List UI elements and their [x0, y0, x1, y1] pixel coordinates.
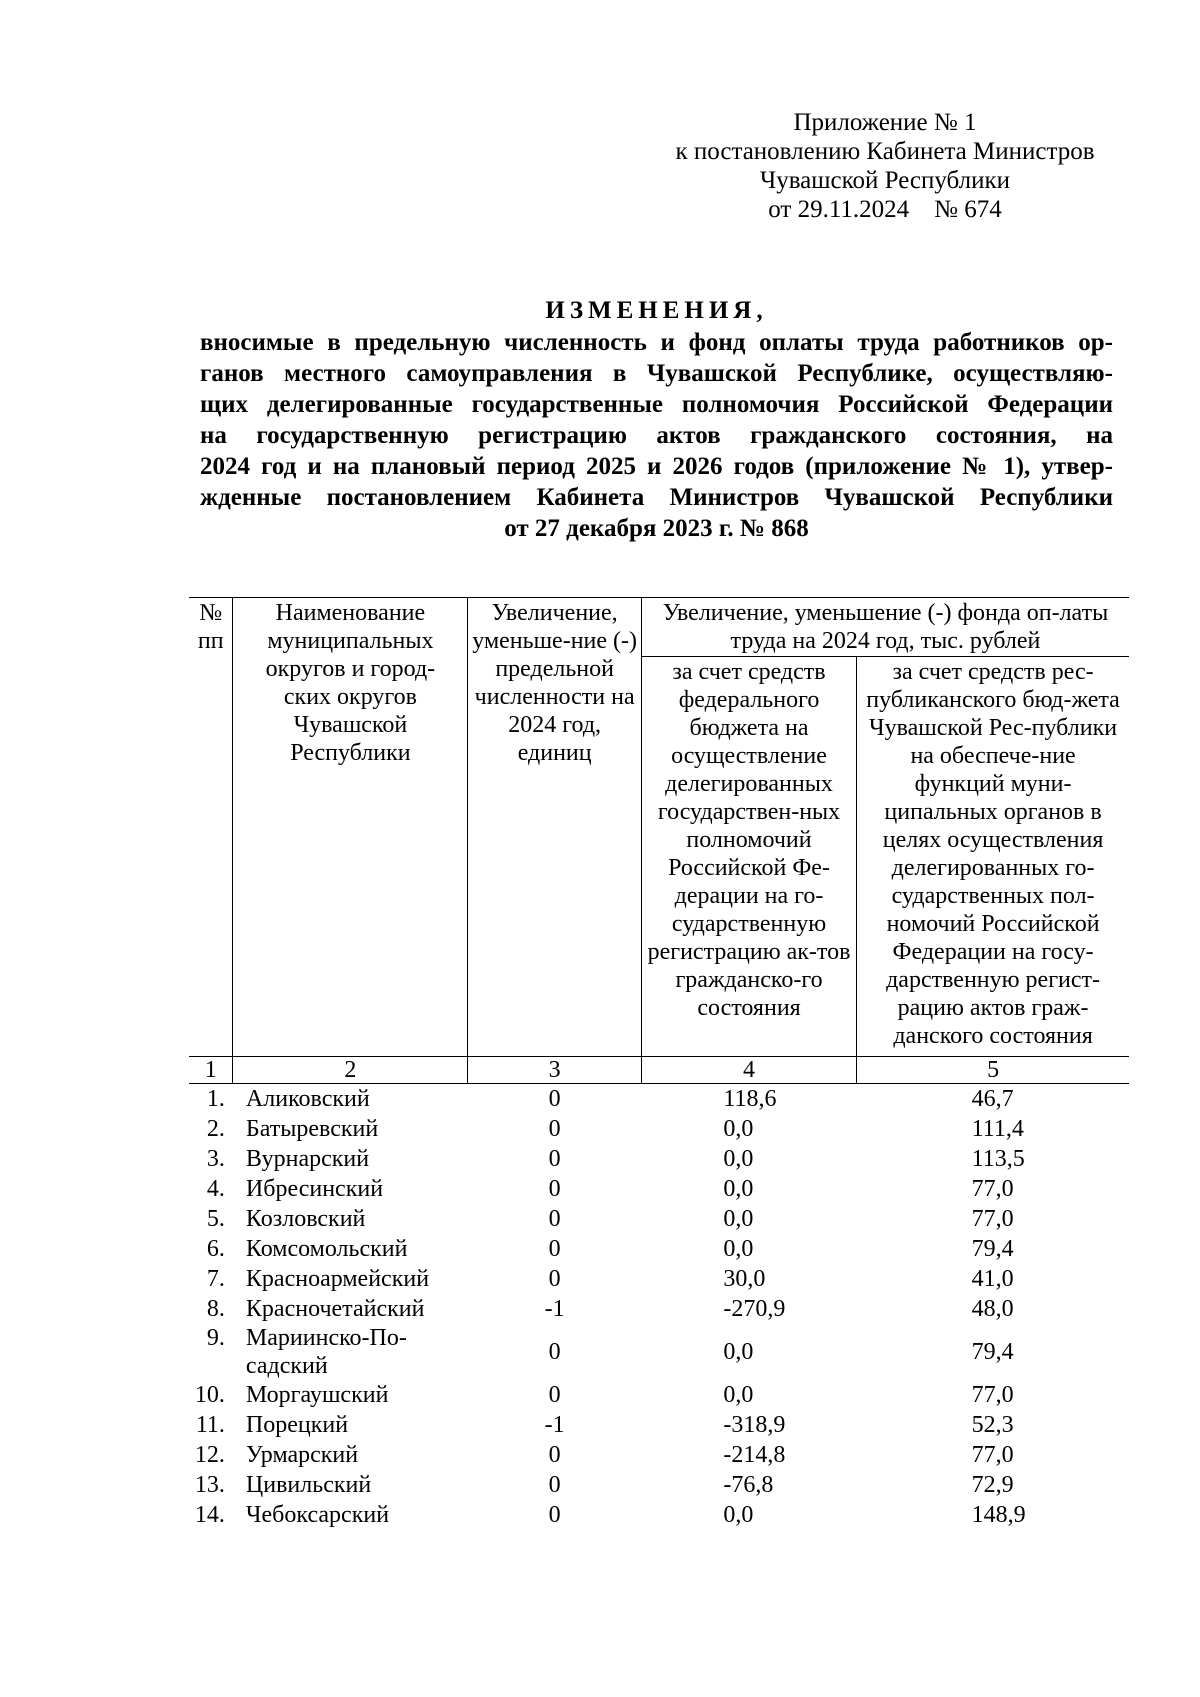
- row-number-cell: 7.: [206, 1266, 225, 1292]
- header-federal-budget: за счет средств федерального бюджета на осуществление делегированных государствен-ных полномочий Российской Фе-дерации на го-сударственную регистрацию ак-тов гражданско-го состояния: [641, 657, 856, 1057]
- row-number-cell: 13.: [194, 1472, 225, 1498]
- federal-budget-cell: 0,0: [723, 1382, 754, 1408]
- row-number-cell: 12.: [194, 1442, 225, 1468]
- row-number-cell: 2.: [206, 1116, 225, 1142]
- republic-budget-cell: 41,0: [971, 1266, 1014, 1292]
- headcount-change-cell: -1: [544, 1296, 565, 1322]
- republic-budget-cell: 79,4: [971, 1236, 1014, 1262]
- col-number-4: 4: [641, 1057, 856, 1084]
- header-payroll-group: Увеличение, уменьшение (-) фонда оп-латы труда на 2024 год, тыс. рублей: [641, 598, 1129, 657]
- table-row: [189, 1380, 1129, 1410]
- subtitle-line: ганов местного самоуправления в Чувашской Республике, осуществляю-: [200, 360, 1113, 387]
- table-row: [189, 1114, 1129, 1144]
- republic-budget-cell: 77,0: [971, 1382, 1014, 1408]
- headcount-change-cell: 0: [548, 1266, 561, 1292]
- republic-budget-cell: 77,0: [971, 1176, 1014, 1202]
- table-row: [189, 1324, 1129, 1380]
- republic-budget-cell: 48,0: [971, 1296, 1014, 1322]
- col-number-3: 3: [468, 1057, 642, 1084]
- republic-budget-cell: 79,4: [971, 1339, 1014, 1365]
- row-number-cell: 8.: [206, 1296, 225, 1322]
- table-row: [189, 1410, 1129, 1440]
- federal-budget-cell: 0,0: [723, 1236, 754, 1262]
- table-row: [189, 1470, 1129, 1500]
- federal-budget-cell: -76,8: [723, 1472, 774, 1498]
- municipality-name-cell: Цивильский: [245, 1472, 372, 1498]
- headcount-change-cell: -1: [544, 1412, 565, 1438]
- republic-budget-cell: 72,9: [971, 1472, 1014, 1498]
- federal-budget-cell: 0,0: [723, 1116, 754, 1142]
- municipality-name-cell: Чебоксарский: [245, 1502, 390, 1528]
- row-number-cell: 10.: [194, 1382, 225, 1408]
- headcount-change-cell: 0: [548, 1472, 561, 1498]
- headcount-change-cell: 0: [548, 1339, 561, 1365]
- table-row: [189, 1234, 1129, 1264]
- document-title: ИЗМЕНЕНИЯ,: [545, 297, 768, 324]
- republic-budget-cell: 77,0: [971, 1206, 1014, 1232]
- subtitle-line: вносимые в предельную численность и фонд оплаты труда работников ор-: [200, 329, 1113, 356]
- header-republic-budget: за счет средств рес-публиканского бюд-жета Чувашской Рес-публики на обеспече-ние функций муни-ципальных органов в целях осуществления делегированных го-сударственных пол-номочий Российской Федерации на госу-дарственную регист-рацию актов граж-данского состояния: [857, 657, 1129, 1057]
- appendix-line-4: от 29.11.2024 № 674: [768, 196, 1002, 223]
- table-row: [189, 1294, 1129, 1324]
- municipality-name-cell: Вурнарский: [245, 1146, 370, 1172]
- federal-budget-cell: 0,0: [723, 1339, 754, 1365]
- republic-budget-cell: 52,3: [971, 1412, 1014, 1438]
- table-row: [189, 1440, 1129, 1470]
- subtitle-line: 2024 год и на плановый период 2025 и 2026 годов (приложение № 1), утвер-: [200, 453, 1113, 480]
- republic-budget-cell: 113,5: [971, 1146, 1025, 1172]
- row-number-cell: 3.: [206, 1146, 225, 1172]
- municipality-name-cell: Урмарский: [245, 1442, 359, 1468]
- table-row: [189, 1084, 1129, 1115]
- municipality-name-cell: Батыревский: [245, 1116, 379, 1142]
- republic-budget-cell: 148,9: [971, 1502, 1026, 1528]
- headcount-change-cell: 0: [548, 1176, 561, 1202]
- table-body: [189, 1084, 1129, 1531]
- municipality-name-cell: Аликовский: [245, 1086, 370, 1112]
- header-number: № пп: [189, 598, 233, 1057]
- headcount-change-cell: 0: [548, 1116, 561, 1142]
- subtitle-line: на государственную регистрацию актов гражданского состояния, на: [200, 422, 1113, 449]
- municipality-name-cell: Красночетайский: [245, 1296, 425, 1322]
- row-number-cell: 11.: [195, 1412, 225, 1438]
- federal-budget-cell: 0,0: [723, 1146, 754, 1172]
- federal-budget-cell: 0,0: [723, 1176, 754, 1202]
- federal-budget-cell: 118,6: [723, 1086, 777, 1112]
- municipality-name-cell: Мариинско-По- садский: [245, 1325, 407, 1379]
- row-number-cell: 5.: [206, 1206, 225, 1232]
- headcount-change-cell: 0: [548, 1086, 561, 1112]
- table-row: [189, 1500, 1129, 1530]
- headcount-change-cell: 0: [548, 1206, 561, 1232]
- table-row: [189, 1144, 1129, 1174]
- col-number-1: 1: [189, 1057, 233, 1084]
- headcount-change-cell: 0: [548, 1146, 561, 1172]
- federal-budget-cell: 30,0: [723, 1266, 766, 1292]
- appendix-line-1: Приложение № 1: [793, 109, 977, 136]
- federal-budget-cell: 0,0: [723, 1206, 754, 1232]
- federal-budget-cell: -270,9: [723, 1296, 786, 1322]
- subtitle-line: от 27 декабря 2023 г. № 868: [504, 515, 809, 542]
- row-number-cell: 1.: [206, 1086, 225, 1112]
- row-number-cell: 4.: [206, 1176, 225, 1202]
- table-row: [189, 1204, 1129, 1234]
- appendix-header: [660, 108, 1110, 224]
- header-municipality: Наименование муниципальных округов и город-ских округов Чувашской Республики: [233, 598, 468, 1057]
- federal-budget-cell: -318,9: [723, 1412, 786, 1438]
- changes-table: [189, 597, 1129, 1530]
- subtitle-line: жденные постановлением Кабинета Министров Чувашской Республики: [200, 484, 1113, 511]
- table-row: [189, 1174, 1129, 1204]
- column-numbers-row: [189, 1057, 1129, 1084]
- col-number-2: 2: [233, 1057, 468, 1084]
- republic-budget-cell: 46,7: [971, 1086, 1014, 1112]
- municipality-name-cell: Порецкий: [245, 1412, 349, 1438]
- row-number-cell: 14.: [194, 1502, 225, 1528]
- subtitle-line: щих делегированные государственные полномочия Российской Федерации: [200, 391, 1113, 418]
- appendix-line-2: к постановлению Кабинета Министров: [675, 138, 1095, 165]
- republic-budget-cell: 77,0: [971, 1442, 1014, 1468]
- row-number-cell: 6.: [206, 1236, 225, 1262]
- republic-budget-cell: 111,4: [971, 1116, 1024, 1142]
- headcount-change-cell: 0: [548, 1382, 561, 1408]
- header-headcount-change: Увеличение, уменьше-ние (-) предельной численности на 2024 год, единиц: [468, 598, 642, 1057]
- municipality-name-cell: Моргаушский: [245, 1382, 389, 1408]
- municipality-name-cell: Ибресинский: [245, 1176, 384, 1202]
- table-row: [189, 1264, 1129, 1294]
- col-number-5: 5: [857, 1057, 1129, 1084]
- federal-budget-cell: 0,0: [723, 1502, 754, 1528]
- row-number-cell: 9.: [206, 1325, 225, 1351]
- federal-budget-cell: -214,8: [723, 1442, 786, 1468]
- headcount-change-cell: 0: [548, 1236, 561, 1262]
- appendix-line-3: Чувашской Республики: [759, 167, 1011, 194]
- headcount-change-cell: 0: [548, 1442, 561, 1468]
- municipality-name-cell: Красноармейский: [245, 1266, 430, 1292]
- municipality-name-cell: Козловский: [245, 1206, 366, 1232]
- document-subtitle: [200, 327, 1113, 544]
- headcount-change-cell: 0: [548, 1502, 561, 1528]
- municipality-name-cell: Комсомольский: [245, 1236, 408, 1262]
